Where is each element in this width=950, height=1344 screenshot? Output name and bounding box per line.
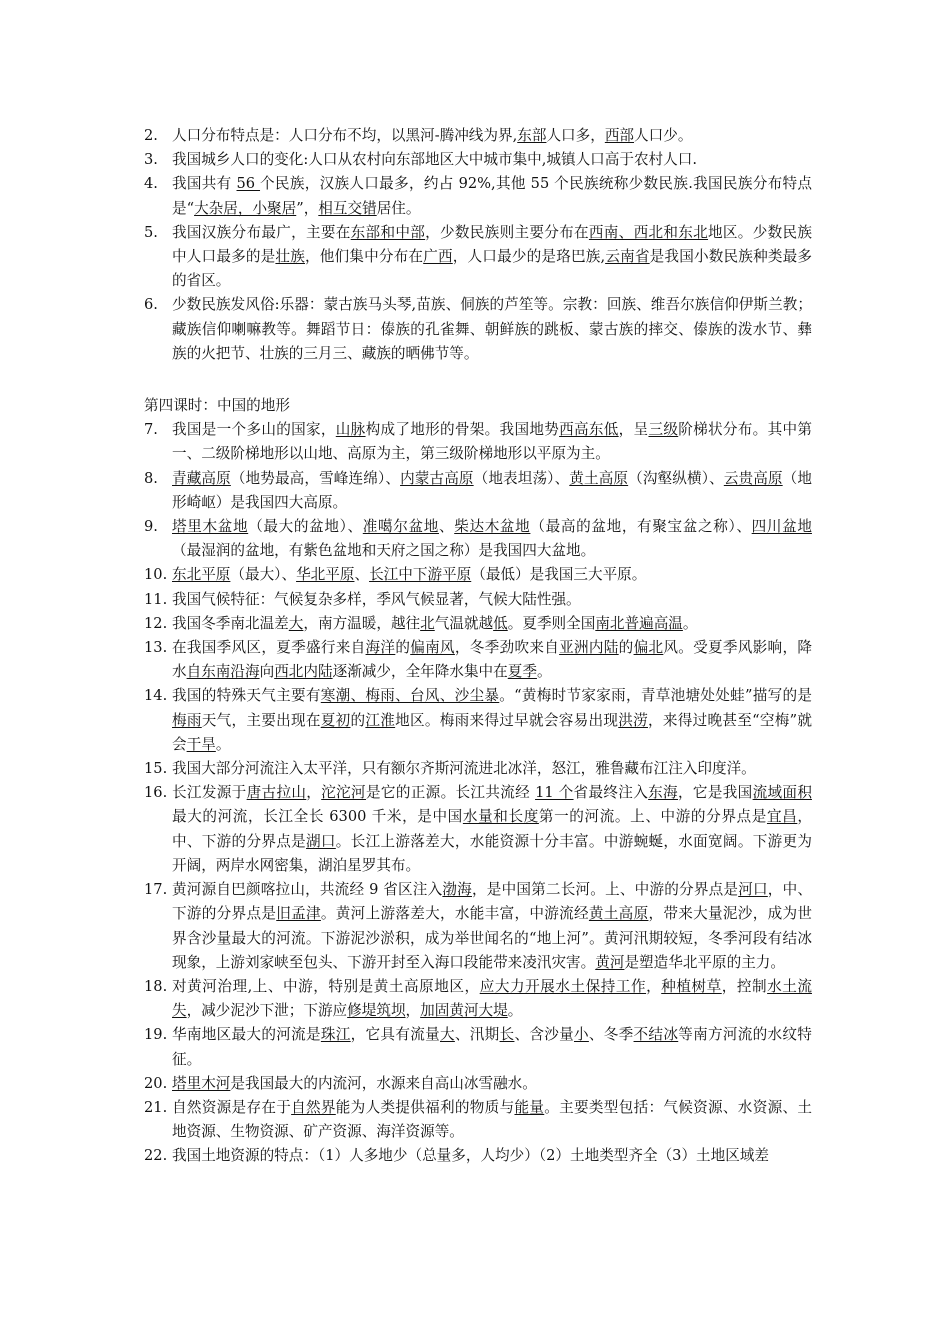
text-segment: ，呈 <box>618 421 649 439</box>
list-item <box>144 563 812 587</box>
text-segment: 。长江上游落差大，水能资源十分丰富。中游蜿蜒，水面宽阔。下游更为开阔，两岸水网密集，湖泊星罗其布。 <box>172 832 812 874</box>
list-item <box>144 172 812 220</box>
underlined-key-term: 唐古拉山 <box>246 784 307 802</box>
text-segment: （地表坦荡）、 <box>473 469 570 487</box>
text-segment: 。“黄梅时节家家雨，青草池塘处处蛙”描写的是 <box>499 687 812 705</box>
underlined-key-term: 南北普遍高温 <box>595 614 683 632</box>
list-item <box>144 588 812 612</box>
item-text <box>172 467 812 515</box>
underlined-key-term: 柴达木盆地 <box>454 518 531 536</box>
item-number: 15. <box>144 760 168 778</box>
underlined-key-term: 广西 <box>423 248 453 266</box>
text-segment: ，它是我国 <box>677 784 753 802</box>
item-text <box>172 878 812 975</box>
text-segment: 能为人类提供福利的物质与 <box>335 1098 515 1116</box>
item-number: 3. <box>144 151 158 169</box>
text-segment: 长江发源于 <box>172 784 247 802</box>
underlined-key-term: 黄土高原 <box>569 469 629 487</box>
underlined-key-term: 黄河 <box>595 953 625 971</box>
underlined-key-term: 珠江 <box>320 1026 351 1044</box>
underlined-key-term: 水量和长度 <box>462 808 539 826</box>
list-item <box>144 1096 812 1144</box>
underlined-key-term: 云贵高原 <box>723 469 783 487</box>
text-segment: 。黄河上游落差大，水能丰富，中游流经 <box>320 905 589 923</box>
text-segment: （最大）、 <box>230 566 297 584</box>
underlined-key-term: 华北平原 <box>296 566 355 584</box>
text-segment: ，带来大量泥沙，成为世界含沙量最大的河流。下游泥沙淤积，成为举世闻名的“地上河”。黄河汛期较短，冬季河段有结冰现象，上游刘家峡至包头、下游开封至入海口段能带来凌汛灾害。 <box>172 905 812 971</box>
underlined-key-term: 自东南沿海 <box>186 663 260 681</box>
text-segment: ，它具有流量 <box>350 1026 440 1044</box>
document-page <box>144 124 812 1169</box>
text-segment: 。 <box>536 663 552 681</box>
list-item <box>144 467 812 515</box>
underlined-key-term: 大 <box>288 614 304 632</box>
underlined-key-term: 自然界 <box>291 1098 336 1116</box>
text-segment: 等南方河流的水纹特征。 <box>172 1026 812 1068</box>
underlined-key-term: 偏南风 <box>410 639 455 657</box>
item-number: 14. <box>144 687 168 705</box>
item-number: 12. <box>144 614 168 632</box>
text-segment: 我国是一个多山的国家， <box>172 421 336 439</box>
text-segment: ，人口最少的是珞巴族, <box>452 248 606 266</box>
text-segment: 华南地区最大的河流是 <box>172 1026 321 1044</box>
underlined-key-term: 大 <box>439 1026 455 1044</box>
text-segment: 人口多， <box>546 127 605 144</box>
underlined-key-term: 沱沱河 <box>321 784 366 802</box>
underlined-key-term: 长 <box>499 1026 515 1044</box>
underlined-key-term: 大杂居，小聚居 <box>194 199 297 217</box>
item-number: 19. <box>144 1026 168 1044</box>
underlined-key-term: 能量 <box>514 1098 545 1116</box>
text-segment: （最湿润的盆地，有紫色盆地和天府之国之称）是我国四大盆地。 <box>172 542 596 560</box>
text-segment: 、 <box>438 518 455 536</box>
item-text <box>172 757 812 781</box>
list-item <box>144 975 812 1023</box>
underlined-key-term: 低 <box>493 614 508 632</box>
item-number: 21. <box>144 1098 168 1116</box>
item-number: 4. <box>144 175 158 193</box>
list-item <box>144 1144 812 1168</box>
underlined-key-term: 加固黄河大堤 <box>420 1002 508 1020</box>
text-segment: 阶梯状分布。其中第一、二级阶梯地形以山地、高原为主，第三级阶梯地形以平原为主。 <box>172 421 812 463</box>
text-segment: 居住。 <box>376 199 421 217</box>
list-item <box>144 612 812 636</box>
text-segment: 地区。梅雨来得过早就会容易出现 <box>395 711 619 729</box>
underlined-key-term: 渤海 <box>442 881 472 899</box>
underlined-key-term: 夏初 <box>320 711 351 729</box>
text-segment: 人口少。 <box>634 127 693 144</box>
underlined-key-term: 东北平原 <box>172 566 231 584</box>
list-item <box>144 757 812 781</box>
list-item <box>144 124 812 148</box>
text-segment: ”， <box>296 199 319 217</box>
list-item <box>144 293 812 366</box>
underlined-key-term: 种植树草 <box>661 977 722 995</box>
text-segment: 我国共有 <box>172 175 237 193</box>
text-segment: ，减少泥沙下泄；下游应 <box>186 1002 348 1020</box>
item-text <box>172 975 812 1023</box>
text-segment: ，南方温暖，越往 <box>303 614 421 632</box>
text-segment: 。主要类型包括：气候资源、水资源、土地资源、生物资源、矿产资源、海洋资源等。 <box>172 1098 812 1141</box>
underlined-key-term: 湖口 <box>306 832 336 850</box>
text-segment: （沟壑纵横）、 <box>628 469 724 487</box>
item-number: 9. <box>144 518 158 536</box>
item-text <box>172 1072 812 1096</box>
item-text <box>172 781 812 878</box>
text-segment: （最低）是我国三大平原。 <box>471 566 647 584</box>
text-segment: 个民族，汉族人口最多，约占 92%,其他 55 个民族统称少数民族.我国民族分布特点是“ <box>172 175 812 217</box>
underlined-key-term: 梅雨 <box>172 711 202 729</box>
item-list-geography <box>144 418 812 1168</box>
text-segment: 天气，主要出现在 <box>201 711 321 729</box>
underlined-key-term: 河口 <box>738 881 768 899</box>
list-item <box>144 148 812 172</box>
item-text <box>172 588 812 612</box>
text-segment: ，中、下游的分界点是 <box>172 881 812 923</box>
text-segment: 的 <box>350 711 366 729</box>
text-segment: ，他们集中分布在 <box>304 248 424 266</box>
text-segment: 是我国小数民族种类最多的省区。 <box>172 248 812 290</box>
text-segment: 是塑造华北平原的主力。 <box>624 953 785 971</box>
item-number: 5. <box>144 223 158 241</box>
item-text <box>172 684 812 757</box>
list-item <box>144 636 812 684</box>
text-segment: ， <box>306 784 322 802</box>
underlined-key-term: 11 个 <box>535 784 574 802</box>
text-segment: 。 <box>215 735 231 753</box>
underlined-key-term: 亚洲内陆 <box>559 639 619 657</box>
text-segment: 向 <box>259 663 275 681</box>
text-segment: 是它的正源。长江共流经 <box>365 784 536 802</box>
text-segment: 最大的河流，长江全长 6300 千米，是中国 <box>172 808 463 826</box>
text-segment: 、汛期 <box>454 1026 500 1044</box>
text-segment: （地形崎岖）是我国四大高原。 <box>172 469 812 511</box>
text-segment: 我国土地资源的特点：（1）人多地少（总量多，人均少）（2）土地类型齐全（3）土地区域差 <box>172 1147 770 1165</box>
text-segment: 的 <box>618 639 634 657</box>
item-text <box>172 148 812 172</box>
text-segment: 自然资源是存在于 <box>172 1098 292 1116</box>
item-number: 2. <box>144 127 158 144</box>
text-segment: 构成了地形的骨架。我国地势 <box>365 421 560 439</box>
item-text <box>172 124 812 148</box>
text-segment: 逐渐减少，全年降水集中在 <box>332 663 508 681</box>
list-item <box>144 1023 812 1071</box>
text-segment: 。 <box>682 614 698 632</box>
underlined-key-term: 三级 <box>648 421 679 439</box>
underlined-key-term: 西南、西北和东北 <box>588 223 709 241</box>
underlined-key-term: 云南省 <box>605 248 650 266</box>
underlined-key-term: 青藏高原 <box>172 469 231 487</box>
underlined-key-term: 56 <box>236 175 261 193</box>
item-list-population <box>144 124 812 366</box>
text-segment: 我国的特殊天气主要有 <box>172 687 321 705</box>
list-item <box>144 515 812 563</box>
text-segment: 我国大部分河流注入太平洋，只有额尔齐斯河流进北冰洋，怒江，雅鲁藏布江注入印度洋。 <box>172 760 756 778</box>
text-segment: 黄河源自巴颜喀拉山，共流经 9 省区注入 <box>172 881 443 899</box>
list-item <box>144 781 812 878</box>
underlined-key-term: 偏北 <box>633 639 664 657</box>
text-segment: 。夏季则全国 <box>507 614 596 632</box>
item-text <box>172 293 812 366</box>
section-gap <box>144 366 812 394</box>
text-segment: 我国城乡人口的变化:人口从农村向东部地区大中城市集中,城镇人口高于农村人口. <box>172 151 697 169</box>
underlined-key-term: 塔里木盆地 <box>172 518 249 536</box>
underlined-key-term: 旧孟津 <box>276 905 321 923</box>
underlined-key-term: 四川盆地 <box>751 518 812 536</box>
underlined-key-term: 北 <box>420 614 435 632</box>
underlined-key-term: 内蒙古高原 <box>400 469 474 487</box>
underlined-key-term: 干旱 <box>186 735 216 753</box>
item-text <box>172 172 812 220</box>
underlined-key-term: 壮族 <box>275 248 305 266</box>
text-segment: 、含沙量 <box>514 1026 574 1044</box>
underlined-key-term: 黄土高原 <box>588 905 649 923</box>
underlined-key-term: 东部和中部 <box>350 223 426 241</box>
item-number: 10. <box>144 566 168 584</box>
underlined-key-term: 水土流失 <box>172 977 812 1020</box>
text-segment: 我国冬季南北温差 <box>172 614 289 632</box>
text-segment: 的 <box>395 639 411 657</box>
text-segment: （最大的盆地）、 <box>248 518 363 536</box>
item-text <box>172 515 812 563</box>
text-segment: 省最终注入 <box>573 784 649 802</box>
underlined-key-term: 准噶尔盆地 <box>362 518 439 536</box>
item-number: 7. <box>144 421 158 439</box>
text-segment: ，少数民族则主要分布在 <box>425 223 589 241</box>
item-number: 20. <box>144 1074 168 1092</box>
item-number: 8. <box>144 469 158 487</box>
item-text <box>172 221 812 294</box>
text-segment: ，控制 <box>721 977 768 995</box>
underlined-key-term: 宜昌 <box>766 808 798 826</box>
underlined-key-term: 流域面积 <box>752 784 812 802</box>
item-text <box>172 1096 812 1144</box>
underlined-key-term: 长江中下游平原 <box>369 566 472 584</box>
text-segment: ，中、下游的分界点是 <box>172 808 812 850</box>
item-text <box>172 1023 812 1071</box>
text-segment: （最高的盆地，有聚宝盆之称）、 <box>530 518 752 536</box>
item-text <box>172 1144 812 1168</box>
section-title: 第四课时：中国的地形 <box>144 397 290 415</box>
text-segment: 风。受夏季风影响，降水 <box>172 639 812 681</box>
underlined-key-term: 夏季 <box>507 663 537 681</box>
list-item <box>144 878 812 975</box>
text-segment: 气温就越 <box>434 614 494 632</box>
underlined-key-term: 洪涝 <box>618 711 648 729</box>
text-segment: ，冬季劲吹来自 <box>454 639 560 657</box>
list-item <box>144 221 812 294</box>
underlined-key-term: 江淮 <box>365 711 396 729</box>
underlined-key-term: 不结冰 <box>633 1026 679 1044</box>
underlined-key-term: 小 <box>573 1026 589 1044</box>
item-text <box>172 612 812 636</box>
underlined-key-term: 相互交错 <box>318 199 377 217</box>
list-item <box>144 418 812 466</box>
item-number: 22. <box>144 1147 168 1165</box>
text-segment: ， <box>646 977 662 995</box>
item-number: 13. <box>144 639 168 657</box>
item-number: 16. <box>144 784 168 802</box>
underlined-key-term: 西部 <box>604 127 635 144</box>
text-segment: 对黄河治理,上、中游，特别是黄土高原地区， <box>172 977 480 995</box>
underlined-key-term: 寒潮、梅雨、台风、沙尘暴 <box>320 687 500 705</box>
item-text <box>172 418 812 466</box>
text-segment: 我国气候特征：气候复杂多样，季风气候显著，气候大陆性强。 <box>172 590 581 608</box>
text-segment: 少数民族发风俗:乐器：蒙古族马头琴,苗族、侗族的芦笙等。宗教：回族、维吾尔族信仰伊斯兰教；藏族信仰喇嘛教等。舞蹈节日：傣族的孔雀舞、朝鲜族的跳板、蒙古族的摔交、傣族的泼水节、彝族的火把节、壮族的三月三、藏族的晒佛节等。 <box>172 296 812 362</box>
item-number: 18. <box>144 977 168 995</box>
text-segment: ，来得过晚甚至“空梅”就会 <box>172 711 812 753</box>
list-item <box>144 684 812 757</box>
underlined-key-term: 山脉 <box>335 421 366 439</box>
text-segment: 地区。少数民族中人口最多的是 <box>172 223 812 266</box>
underlined-key-term: 西高东低 <box>559 421 619 439</box>
item-number: 6. <box>144 296 158 314</box>
text-segment: ，是中国第二长河。上、中游的分界点是 <box>471 881 739 899</box>
underlined-key-term: 西北内陆 <box>274 663 333 681</box>
item-text <box>172 636 812 684</box>
text-segment: 。 <box>507 1002 523 1020</box>
text-segment: ， <box>405 1002 421 1020</box>
text-segment: 、冬季 <box>588 1026 634 1044</box>
underlined-key-term: 东部 <box>517 127 547 144</box>
underlined-key-term: 应大力开展水土保持工作 <box>479 977 647 995</box>
text-segment: 是我国最大的内流河，水源来自高山冰雪融水。 <box>230 1074 537 1092</box>
list-item <box>144 1072 812 1096</box>
text-segment: （地势最高，雪峰连绵）、 <box>230 469 401 487</box>
item-number: 17. <box>144 881 168 899</box>
underlined-key-term: 塔里木河 <box>172 1074 231 1092</box>
underlined-key-term: 东海 <box>648 784 678 802</box>
underlined-key-term: 修堤筑坝 <box>347 1002 406 1020</box>
text-segment: 、 <box>354 566 370 584</box>
item-text <box>172 563 812 587</box>
text-segment: 在我国季风区，夏季盛行来自 <box>172 639 366 657</box>
underlined-key-term: 海洋 <box>365 639 396 657</box>
item-number: 11. <box>144 590 168 608</box>
text-segment: 我国汉族分布最广，主要在 <box>172 223 351 241</box>
text-segment: 第一的河流。上、中游的分界点是 <box>538 808 767 826</box>
text-segment: 人口分布特点是：人口分布不均，以黑河-腾冲线为界, <box>172 127 518 144</box>
